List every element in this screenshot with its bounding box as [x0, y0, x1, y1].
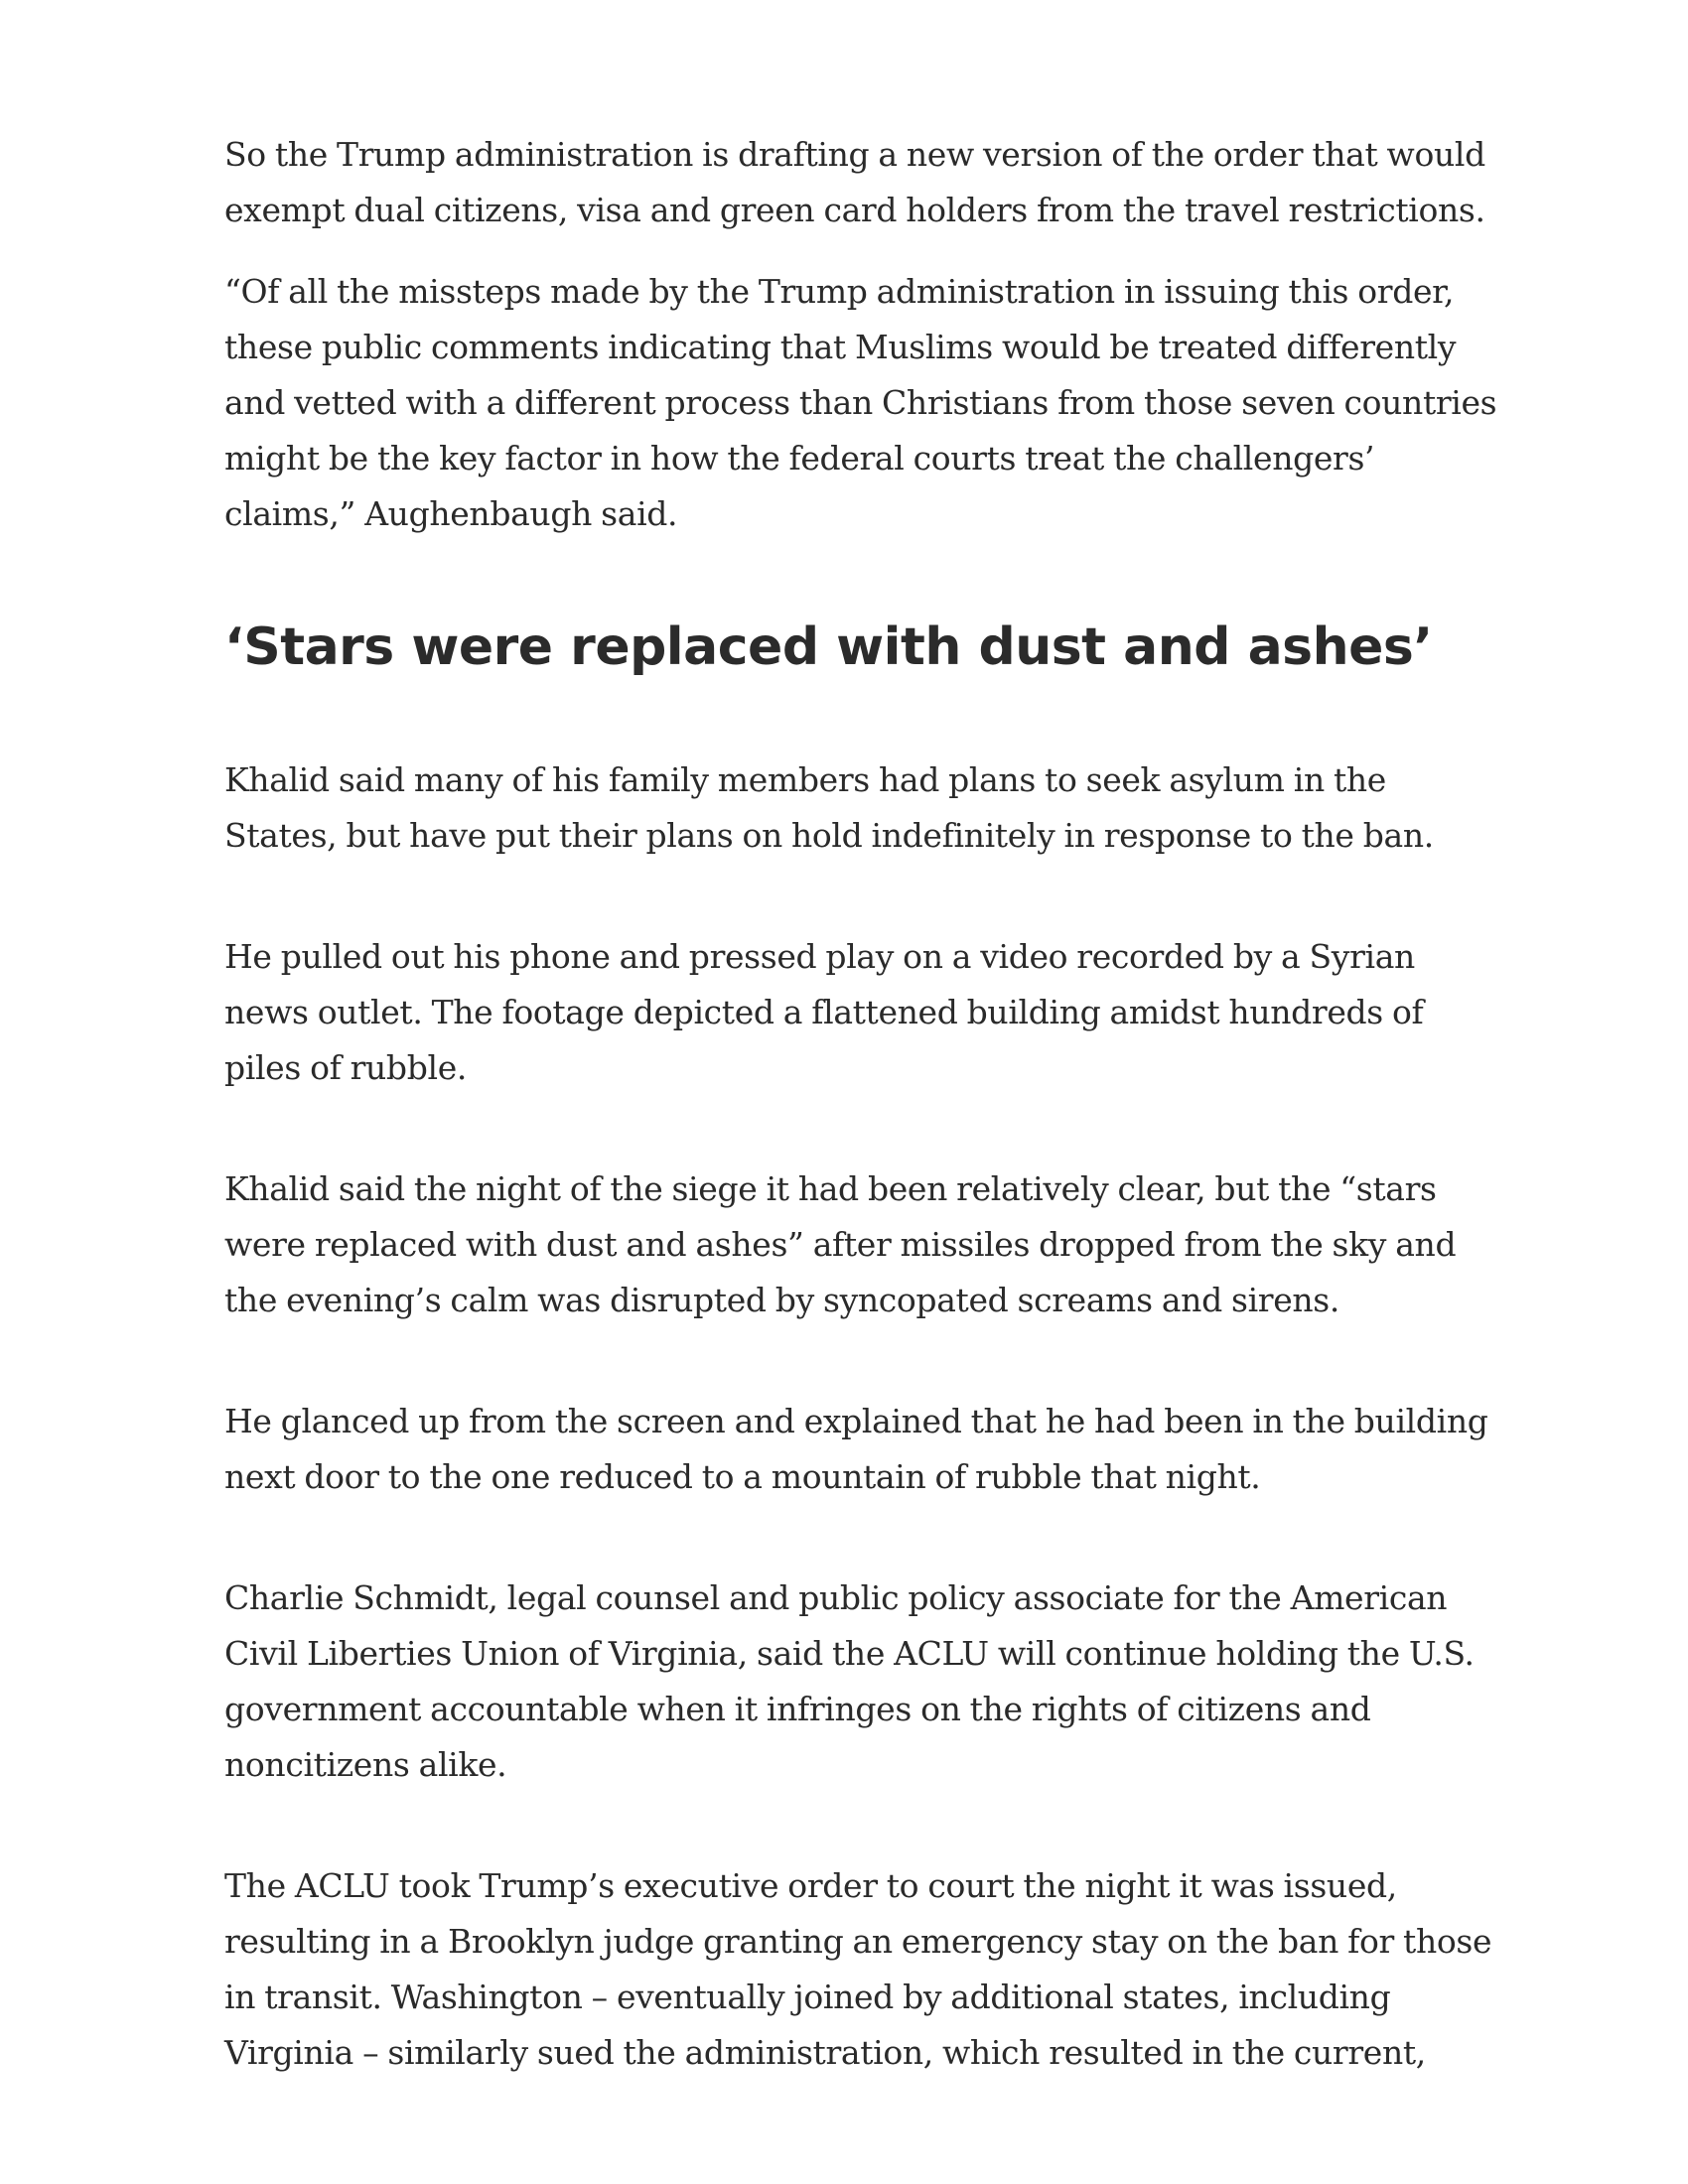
article-body: [224, 127, 1505, 2081]
paragraph-aughenbaugh-quote: “Of all the missteps made by the Trump administration in issuing this order, these public comments indicating that Muslims would be treated differently and vetted with a different process than Christians from those seven countries might be the key factor in how the federal courts treat the challengers’ claims,” Aughenbaugh said.: [224, 272, 1497, 533]
paragraph-building-next-door: He glanced up from the screen and explained that he had been in the building next door to the one reduced to a mountain of rubble that night.: [224, 1402, 1488, 1496]
paragraph-charlie-schmidt: Charlie Schmidt, legal counsel and public policy associate for the American Civil Liberties Union of Virginia, said the ACLU will continue holding the U.S. government accountable when it infringes on the rights of citizens and noncitizens alike.: [224, 1578, 1475, 1784]
paragraph-aclu-court: The ACLU took Trump’s executive order to court the night it was issued, resulting in a Brooklyn judge granting an emergency stay on the ban for those in transit. Washington – eventually joined by additional states, including Virginia – similarly sued the administration, which resulted in the current,: [224, 1866, 1492, 2072]
paragraph-phone-video: He pulled out his phone and pressed play on a video recorded by a Syrian news outlet. The footage depicted a flattened building amidst hundreds of piles of rubble.: [224, 937, 1424, 1087]
paragraph-night-of-siege: Khalid said the night of the siege it had been relatively clear, but the “stars were replaced with dust and ashes” after missiles dropped from the sky and the evening’s calm was disrupted by syncopated screams and sirens.: [224, 1169, 1457, 1319]
paragraph-khalid-family: Khalid said many of his family members had plans to seek asylum in the States, but have put their plans on hold indefinitely in response to the ban.: [224, 760, 1434, 855]
paragraph-drafting-new-order: So the Trump administration is drafting a new version of the order that would exempt dual citizens, visa and green card holders from the travel restrictions.: [224, 135, 1485, 229]
section-heading: ‘Stars were replaced with dust and ashes’: [224, 617, 1433, 677]
